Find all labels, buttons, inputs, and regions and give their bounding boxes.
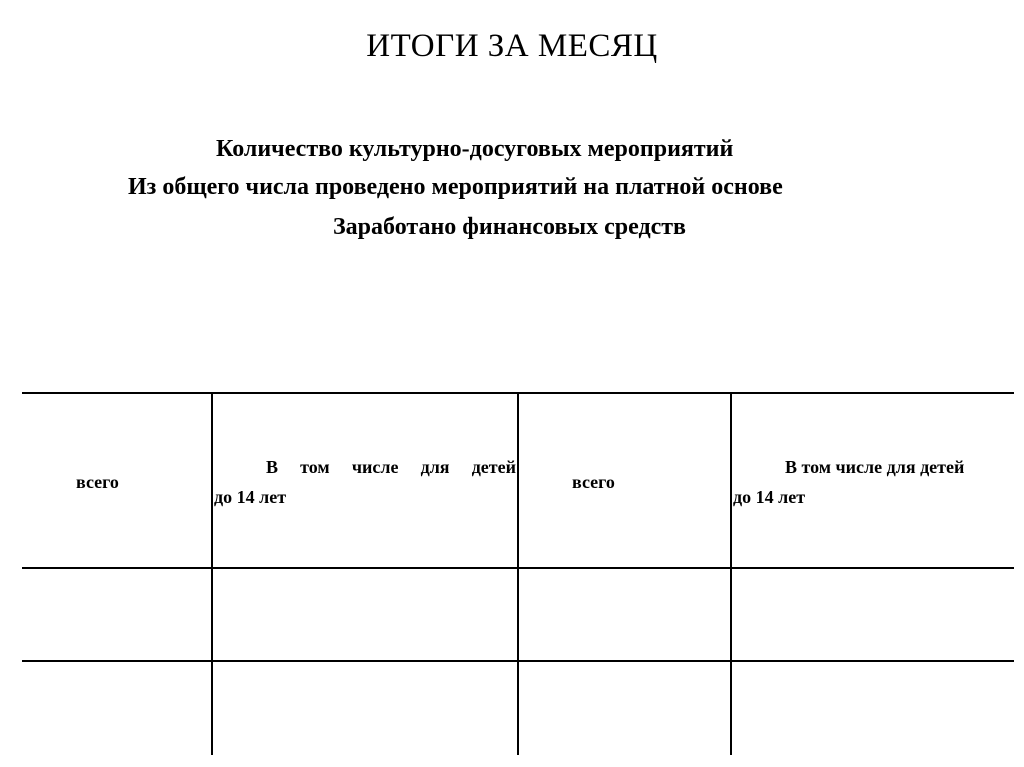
header-children-1-line1: В том числе для детей <box>266 457 516 477</box>
page-title: ИТОГИ ЗА МЕСЯЦ <box>366 28 658 64</box>
header-children-2 <box>733 452 1015 512</box>
header-children-2-line2: до 14 лет <box>733 487 806 507</box>
table-column-divider <box>730 392 732 755</box>
header-total-2: всего <box>572 472 615 492</box>
header-children-1 <box>214 452 516 512</box>
table-column-divider <box>517 392 519 755</box>
summary-line-funds-earned: Заработано финансовых средств <box>333 214 687 240</box>
summary-line-events-count: Количество культурно-досуговых мероприятий <box>216 136 734 162</box>
table-column-divider <box>211 392 213 755</box>
header-children-2-line1: В том числе для детей <box>785 457 965 477</box>
summary-line-paid-events: Из общего числа проведено мероприятий на платной основе <box>128 174 783 200</box>
header-children-1-line2: до 14 лет <box>214 487 287 507</box>
header-total-1: всего <box>76 472 119 492</box>
